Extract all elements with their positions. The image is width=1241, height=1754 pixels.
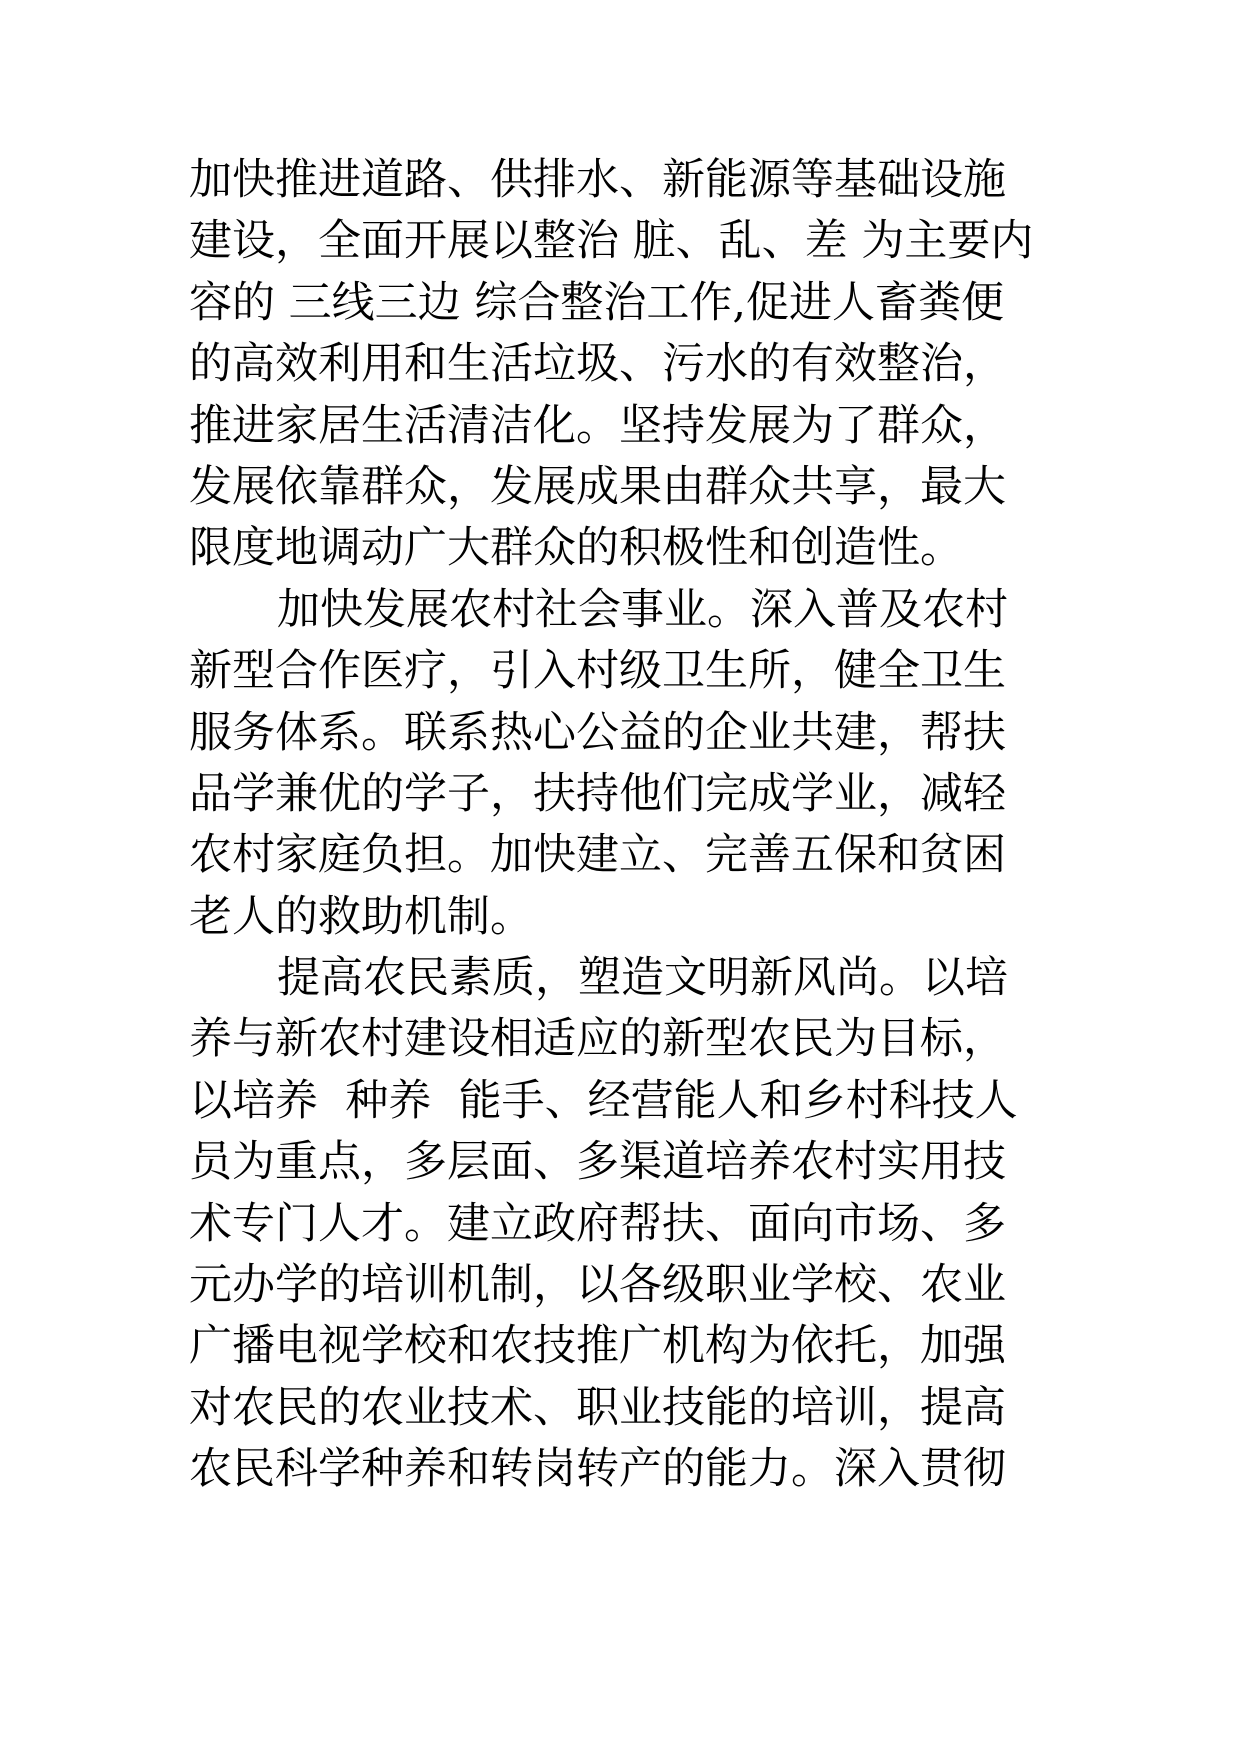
text-line: 建设，全面开展以整治 脏、乱、差 为主要内: [189, 216, 1034, 267]
text-line: 新型合作医疗，引入村级卫生所，健全卫生: [189, 646, 1006, 697]
paragraph-first-line: 加快发展农村社会事业。深入普及农村: [277, 584, 1008, 635]
text-line: 限度地调动广大群众的积极性和创造性。: [189, 523, 963, 574]
text-line: 元办学的培训机制，以各级职业学校、农业: [189, 1260, 1006, 1311]
text-line: 农民科学种养和转岗转产的能力。深入贯彻: [189, 1444, 1006, 1495]
paragraph-first-line: 提高农民素质，塑造文明新风尚。以培: [277, 953, 1008, 1004]
text-line: 服务体系。联系热心公益的企业共建，帮扶: [189, 707, 1006, 758]
text-line: 加快推进道路、供排水、新能源等基础设施: [189, 155, 1006, 205]
text-line: 发展依靠群众，发展成果由群众共享，最大: [189, 461, 1006, 512]
text-line: 品学兼优的学子，扶持他们完成学业，减轻: [189, 768, 1006, 819]
text-line: 容的 三线三边 综合整治工作,促进人畜粪便: [189, 277, 1005, 328]
text-line: 员为重点，多层面、多渠道培养农村实用技: [189, 1137, 1006, 1188]
text-line: 广播电视学校和农技推广机构为依托，加强: [189, 1321, 1006, 1372]
text-line: 推进家居生活清洁化。坚持发展为了群众，: [189, 400, 1006, 451]
text-line: 术专门人才。建立政府帮扶、面向市场、多: [189, 1198, 1006, 1249]
body-text: [189, 150, 1069, 1501]
text-line: 对农民的农业技术、职业技能的培训，提高: [189, 1382, 1006, 1433]
text-line: 的高效利用和生活垃圾、污水的有效整治，: [189, 339, 1006, 390]
text-line: 以培养 种养 能手、经营能人和乡村科技人: [189, 1075, 1018, 1126]
text-line: 养与新农村建设相适应的新型农民为目标，: [189, 1014, 1006, 1065]
text-line: 农村家庭负担。加快建立、完善五保和贫困: [189, 830, 1006, 881]
text-line: 老人的救助机制。: [189, 891, 533, 942]
